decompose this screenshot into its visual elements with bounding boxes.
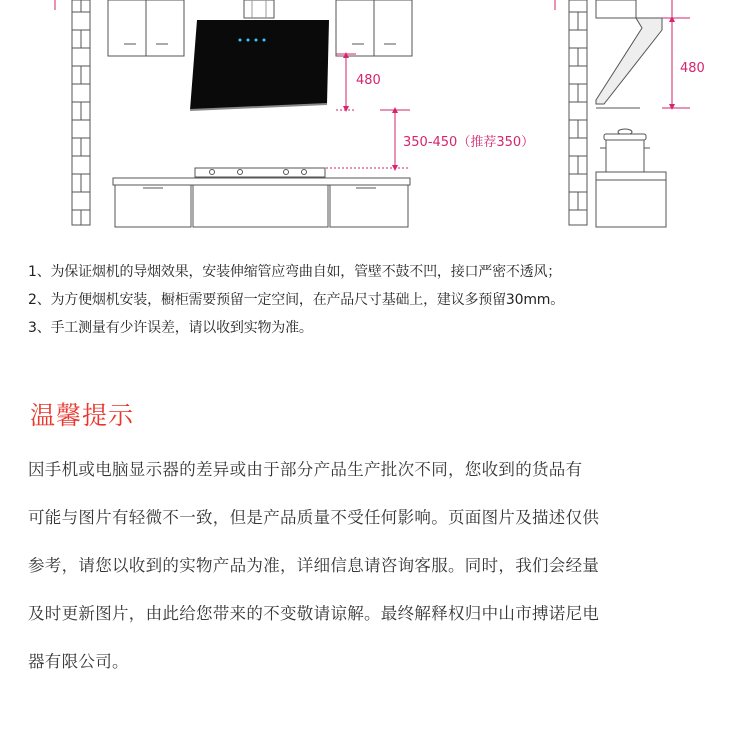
tip-line-1: 因手机或电脑显示器的差异或由于部分产品生产批次不同，您收到的货品有 <box>28 460 583 479</box>
cooking-pot-icon <box>600 129 650 172</box>
note-1: 1、为保证烟机的导烟效果，安装伸缩管应弯曲自如，管壁不鼓不凹，接口严密不透风； <box>28 264 562 280</box>
lower-cabinet-icon <box>113 178 410 227</box>
left-gap-dimension: 350-450（推荐350） <box>403 135 535 150</box>
tips-body <box>28 446 728 686</box>
installation-diagram <box>0 0 750 240</box>
note-2: 2、为方便烟机安装，橱柜需要预留一定空间，在产品尺寸基础上，建议多预留30mm。 <box>28 292 564 308</box>
tip-line-3: 参考，请您以收到的实物产品为准，详细信息请咨询客服。同时，我们会经量 <box>28 556 600 575</box>
installation-notes <box>28 258 738 342</box>
tips-title: 温馨提示 <box>30 401 135 430</box>
tip-line-4: 及时更新图片，由此给您带来的不变敬请谅解。最终解释权归中山市搏诺尼电 <box>28 604 600 623</box>
tip-line-2: 可能与图片有轻微不一致，但是产品质量不受任何影响。页面图片及描述仅供 <box>28 508 600 527</box>
right-height-dimension: 480 <box>680 61 705 76</box>
tip-line-5: 器有限公司。 <box>28 652 129 671</box>
right-stove-cabinet-icon <box>596 172 666 227</box>
brick-wall-icon-right <box>569 0 587 225</box>
range-hood-icon <box>190 0 329 110</box>
range-hood-side-icon <box>596 0 662 108</box>
left-height-dimension: 480 <box>356 73 381 88</box>
note-3: 3、手工测量有少许误差，请以收到实物为准。 <box>28 320 313 336</box>
gas-stove-icon <box>195 168 325 177</box>
brick-wall-icon <box>72 0 90 225</box>
